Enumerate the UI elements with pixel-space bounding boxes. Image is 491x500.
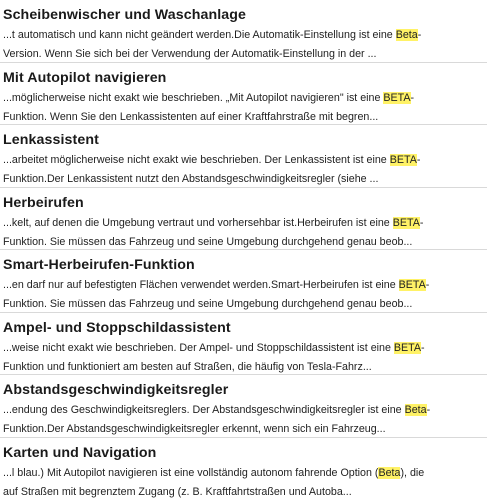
snippet-line: Funktion.Der Lenkassistent nutzt den Abstandsgeschwindigkeitsregler (siehe ... [3, 173, 379, 185]
result-snippet [3, 151, 485, 189]
search-result[interactable] [0, 188, 491, 251]
result-title[interactable]: Scheibenwischer und Waschanlage [3, 7, 247, 23]
snippet-line [3, 26, 485, 45]
snippet-line: Version. Wenn Sie sich bei der Verwendung der Automatik-Einstellung in der ... [3, 48, 377, 60]
result-snippet [3, 214, 485, 252]
snippet-line [3, 89, 485, 108]
result-title[interactable]: Herbeirufen [3, 194, 84, 211]
search-term-highlight: BETA [393, 341, 422, 354]
search-term-highlight: Beta [378, 466, 401, 479]
snippet-line [3, 214, 485, 233]
snippet-line [3, 151, 485, 170]
snippet-line [3, 339, 485, 358]
result-title[interactable]: Lenkassistent [3, 132, 99, 148]
search-term-highlight: BETA [392, 216, 420, 229]
result-snippet [3, 339, 485, 377]
snippet-line: Funktion.Der Abstandsgeschwindigkeitsregler erkennt, wenn sich ein Fahrzeug... [3, 423, 386, 435]
snippet-text: - [426, 404, 431, 416]
result-title[interactable]: Ampel- und Stoppschildassistent [3, 319, 231, 336]
snippet-line: auf Straßen mit begrenztem Zugang (z. B. Kraftfahrtstraßen und Autoba... [3, 485, 352, 498]
result-title[interactable]: Abstandsgeschwindigkeitsregler [3, 382, 229, 398]
search-result[interactable] [0, 313, 491, 376]
result-title[interactable]: Karten und Navigation [3, 444, 157, 461]
snippet-text: ...möglicherweise nicht exakt wie beschrieben. „Mit Autopilot navigieren" ist eine [3, 91, 384, 104]
snippet-line [3, 276, 485, 295]
result-snippet [3, 26, 485, 64]
result-snippet [3, 401, 485, 439]
search-term-highlight: BETA [398, 279, 426, 291]
snippet-text: - [410, 91, 415, 104]
snippet-text: ...en darf nur auf befestigten Flächen verwendet werden.Smart-Herbeirufen ist eine [3, 279, 399, 291]
snippet-line: Funktion. Sie müssen das Fahrzeug und seine Umgebung durchgehend genau beob... [3, 298, 413, 310]
snippet-line: Funktion und funktioniert am besten auf Straßen, die häufig von Tesla-Fahrz... [3, 360, 372, 373]
search-term-highlight: Beta [404, 404, 427, 416]
snippet-line: Funktion. Wenn Sie den Lenkassistenten auf einer Kraftfahrstraße mit begren... [3, 110, 379, 123]
snippet-text: - [421, 341, 425, 354]
search-term-highlight: BETA [383, 91, 411, 104]
snippet-text: - [419, 216, 424, 229]
snippet-text: ...l blau.) Mit Autopilot navigieren ist eine vollständig autonom fahrende Option ( [3, 466, 379, 479]
search-result[interactable] [0, 125, 491, 188]
search-result[interactable] [0, 438, 491, 500]
result-snippet [3, 464, 485, 500]
snippet-text: ...weise nicht exakt wie beschrieben. Der Ampel- und Stoppschildassistent ist eine [3, 341, 394, 354]
snippet-line [3, 401, 485, 420]
snippet-text: ...endung des Geschwindigkeitsreglers. Der Abstandsgeschwindigkeitsregler ist eine [3, 404, 405, 416]
search-result[interactable] [0, 0, 491, 63]
snippet-text: ), die [400, 466, 425, 479]
snippet-text: ...arbeitet möglicherweise nicht exakt wie beschrieben. Der Lenkassistent ist eine [3, 154, 390, 166]
snippet-text: ...kelt, auf denen die Umgebung vertraut und vorhersehbar ist.Herbeirufen ist eine [3, 216, 393, 229]
snippet-text: - [425, 279, 430, 291]
result-snippet [3, 276, 485, 314]
search-term-highlight: Beta [395, 29, 418, 41]
search-result[interactable] [0, 375, 491, 438]
result-title[interactable]: Smart-Herbeirufen-Funktion [3, 257, 195, 273]
search-term-highlight: BETA [389, 154, 417, 166]
snippet-text: ...t automatisch und kann nicht geändert werden.Die Automatik-Einstellung ist eine [3, 29, 396, 41]
result-title[interactable]: Mit Autopilot navigieren [3, 69, 167, 86]
snippet-line: Funktion. Sie müssen das Fahrzeug und seine Umgebung durchgehend genau beob... [3, 235, 413, 248]
search-result[interactable] [0, 63, 491, 126]
snippet-text: - [417, 29, 422, 41]
snippet-line [3, 464, 485, 483]
search-result[interactable] [0, 250, 491, 313]
snippet-text: - [416, 154, 421, 166]
result-snippet [3, 89, 485, 127]
